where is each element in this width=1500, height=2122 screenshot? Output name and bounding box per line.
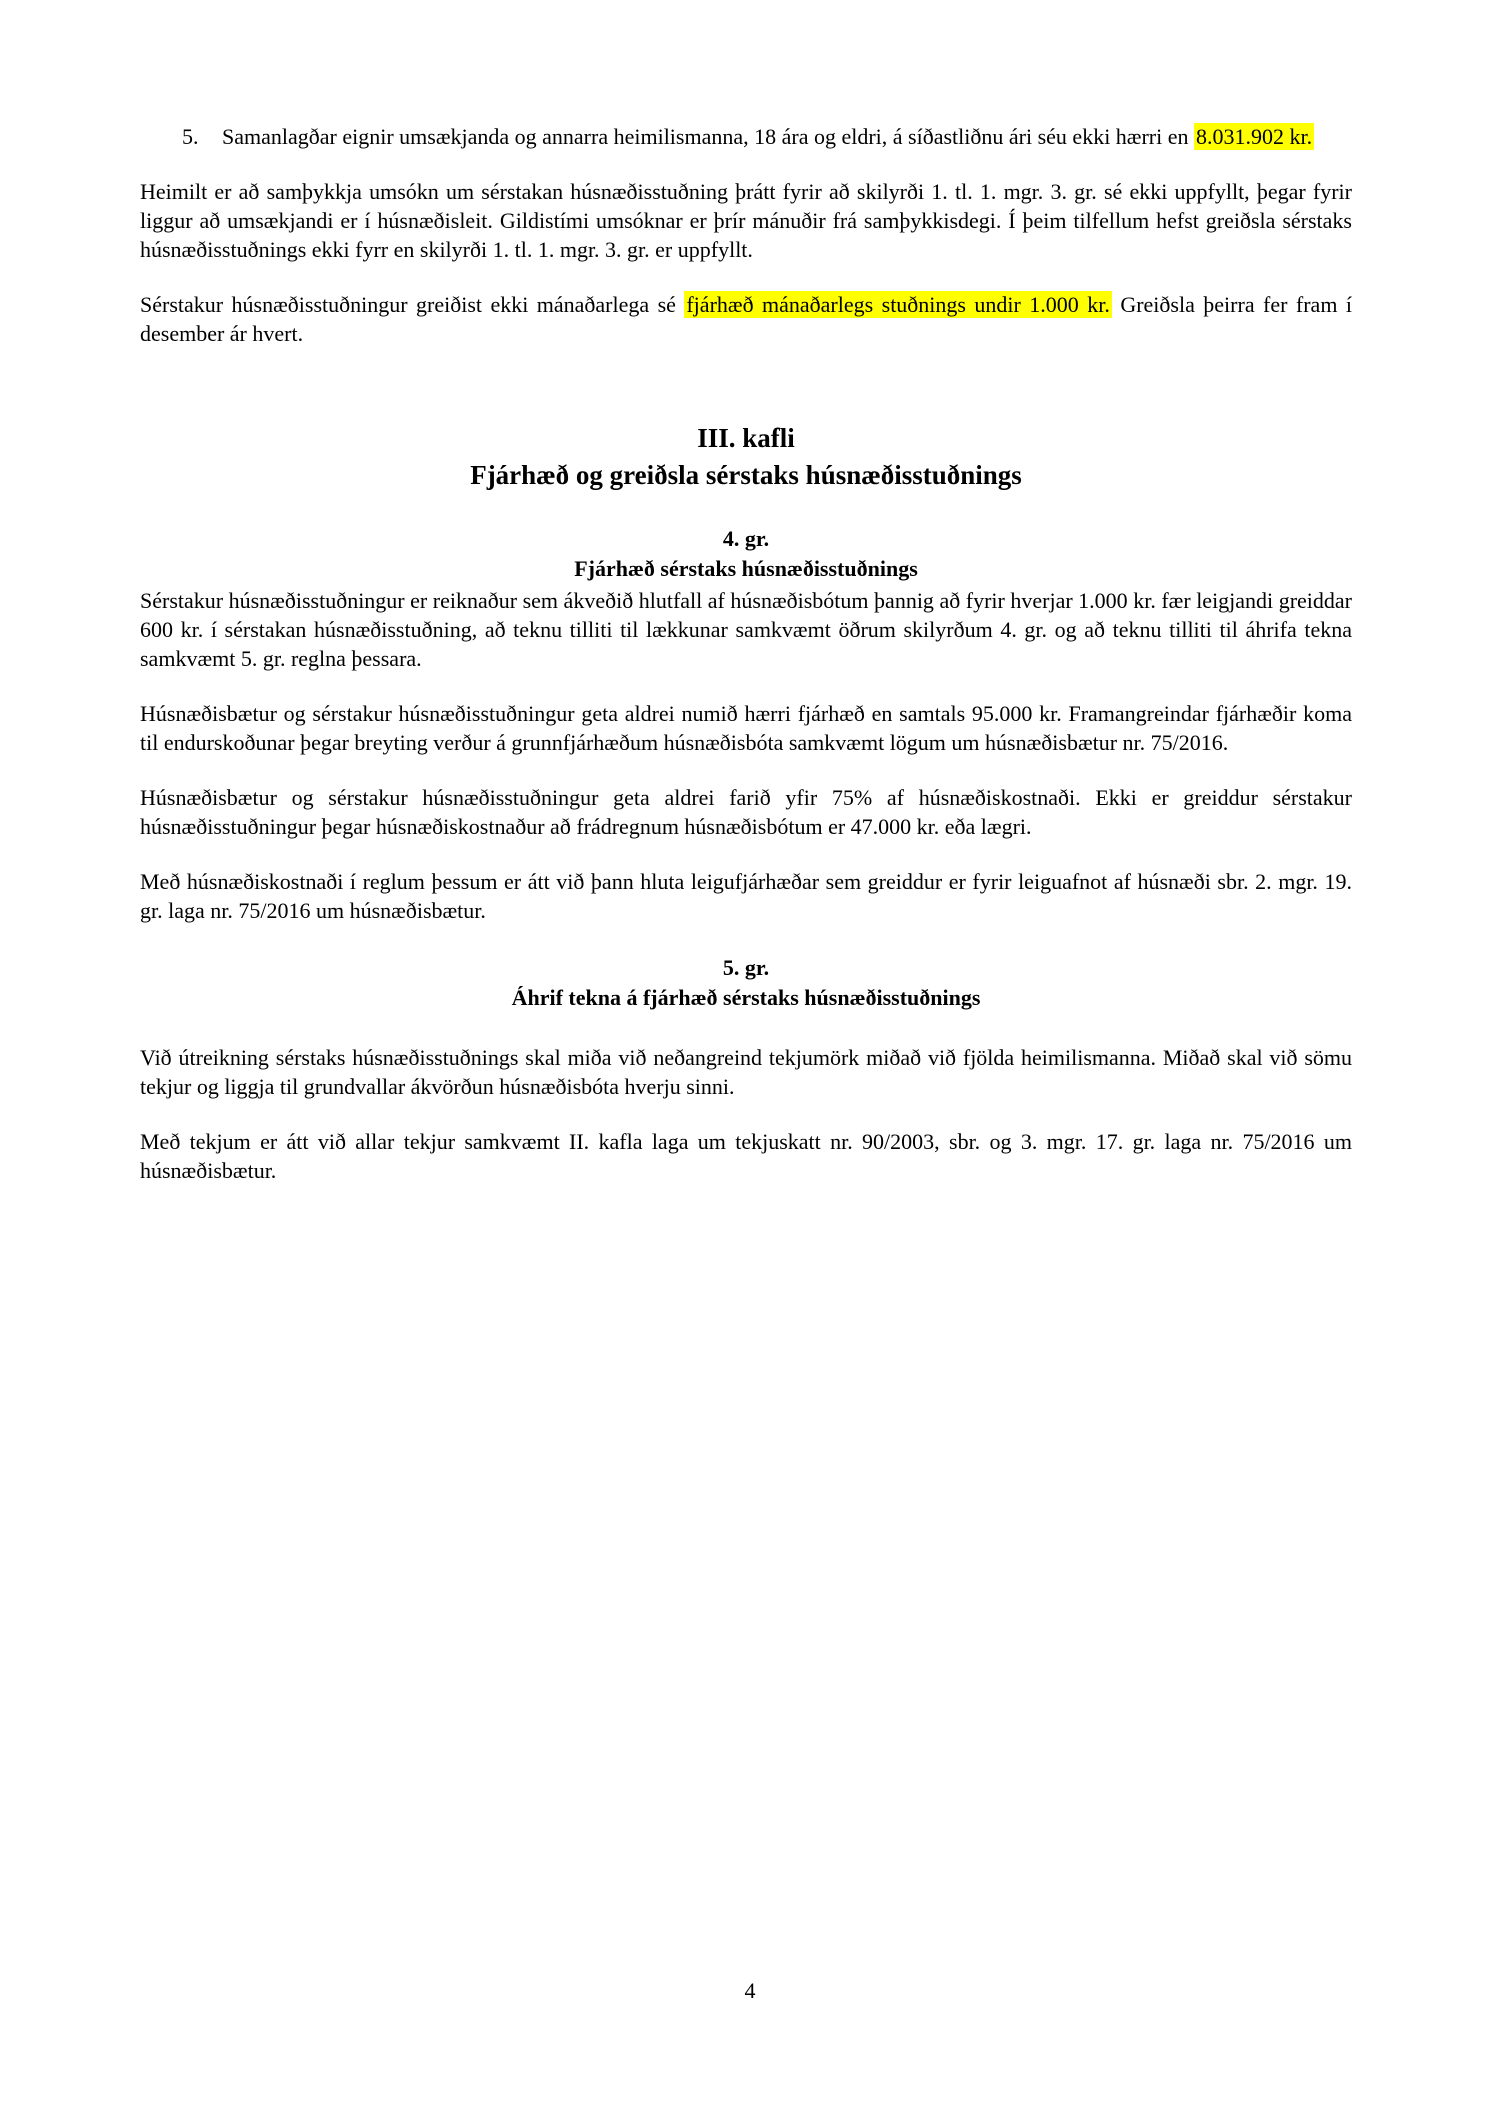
paragraph-monthly-before: Sérstakur húsnæðisstuðningur greiðist ekki mánaðarlega sé [140,292,685,317]
list-item-text [222,122,1352,151]
highlighted-monthly-threshold: fjárhæð mánaðarlegs stuðnings undir 1.000 kr. [686,292,1110,317]
chapter-number: III. kafli [697,423,795,453]
section-5-number: 5. gr. [722,955,770,980]
list-item-text-before: Samanlagðar eignir umsækjanda og annarra heimilismanna, 18 ára og eldri, á síðastliðnu ári séu ekki hærri en [222,124,1195,149]
section-4-paragraph-2: Húsnæðisbætur og sérstakur húsnæðisstuðningur geta aldrei numið hærri fjárhæð en samtals 95.000 kr. Framangreindar fjárhæðir koma til endurskoðunar þegar breyting verður á grunnfjárhæðum húsnæðisbóta samkvæmt lögum um húsnæðisbætur nr. 75/2016. [140,701,1352,755]
section-4-heading [140,524,1352,584]
paragraph-monthly-after: Greiðsla þeirra fer fram í desember ár hvert. [140,292,1352,346]
section-5-heading [140,953,1352,1013]
highlighted-amount: 8.031.902 kr. [1196,124,1313,149]
section-4-paragraph-4: Með húsnæðiskostnaði í reglum þessum er átt við þann hluta leigufjárhæðar sem greiddur er fyrir leiguafnot af húsnæði sbr. 2. mgr. 19. gr. laga nr. 75/2016 um húsnæðisbætur. [140,869,1352,923]
section-4-paragraph-1: Sérstakur húsnæðisstuðningur er reiknaður sem ákveðið hlutfall af húsnæðisbótum þannig að fyrir hverjar 1.000 kr. fær leigjandi greiddar 600 kr. í sérstakan húsnæðisstuðning, að teknu tilliti til lækkunar samkvæmt öðrum skilyrðum 4. gr. og að teknu tilliti til áhrifa tekna samkvæmt 5. gr. reglna þessara. [140,588,1352,671]
section-4-paragraph-3: Húsnæðisbætur og sérstakur húsnæðisstuðningur geta aldrei farið yfir 75% af húsnæðiskostnaði. Ekki er greiddur sérstakur húsnæðisstuðningur þegar húsnæðiskostnaður að frádregnum húsnæðisbótum er 47.000 kr. eða lægri. [140,785,1352,839]
chapter-heading [140,420,1352,494]
chapter-title: Fjárhæð og greiðsla sérstaks húsnæðisstuðnings [470,460,1022,490]
section-4-number: 4. gr. [722,526,770,551]
section-5-title: Áhrif tekna á fjárhæð sérstaks húsnæðisstuðnings [511,985,981,1010]
page-number: 4 [744,1978,756,2003]
paragraph-approval: Heimilt er að samþykkja umsókn um sérstakan húsnæðisstuðning þrátt fyrir að skilyrði 1. tl. 1. mgr. 3. gr. sé ekki uppfyllt, þegar fyrir liggur að umsækjandi er í húsnæðisleit. Gildistími umsóknar er þrír mánuðir frá samþykkisdegi. Í þeim tilfellum hefst greiðsla sérstaks húsnæðisstuðnings ekki fyrr en skilyrði 1. tl. 1. mgr. 3. gr. er uppfyllt. [140,179,1352,262]
document-body [140,122,1352,1211]
section-5-paragraph-2: Með tekjum er átt við allar tekjur samkvæmt II. kafla laga um tekjuskatt nr. 90/2003, sbr. og 3. mgr. 17. gr. laga nr. 75/2016 um húsnæðisbætur. [140,1129,1352,1183]
section-4-title: Fjárhæð sérstaks húsnæðisstuðnings [574,556,918,581]
list-item-number: 5. [182,124,199,149]
numbered-list-item-5 [182,122,1352,151]
section-5-paragraph-1: Við útreikning sérstaks húsnæðisstuðnings skal miða við neðangreind tekjumörk miðað við fjölda heimilismanna. Miðað skal við sömu tekjur og liggja til grundvallar ákvörðun húsnæðisbóta hverju sinni. [140,1045,1352,1099]
paragraph-monthly-payment [140,290,1352,348]
